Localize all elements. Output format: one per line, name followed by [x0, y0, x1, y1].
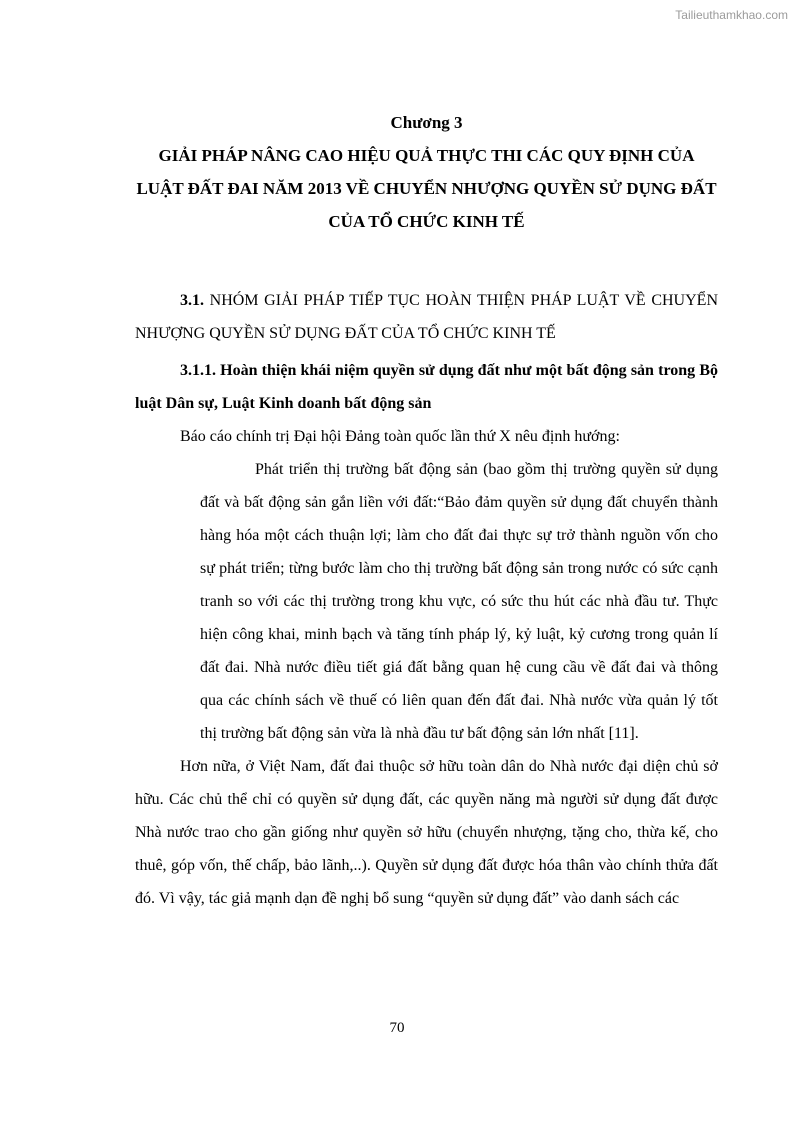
- watermark-site-label: Tailieuthamkhao.com: [675, 8, 788, 22]
- block-quote: Phát triển thị trường bất động sản (bao gồm thị trường quyền sử dụng đất và bất động sản gắn liền với đất:“Bảo đảm quyền sử dụng đất chuyển thành hàng hóa một cách thuận lợi; làm cho đất đai thực sự trở thành nguồn vốn cho sự phát triển; từng bước làm cho thị trường bất động sản trong nước có sức cạnh tranh so với các thị trường trong khu vực, có sức thu hút các nhà đầu tư. Thực hiện công khai, minh bạch và tăng tính pháp lý, kỷ luật, kỷ cương trong quản lí đất đai. Nhà nước điều tiết giá đất bằng quan hệ cung cầu về đất đai và thông qua các chính sách về thuế có liên quan đến đất đai. Nhà nước vừa quản lý tốt thị trường bất động sản vừa là nhà đầu tư bất động sản lớn nhất [11].: [200, 461, 718, 742]
- paragraph-intro: Báo cáo chính trị Đại hội Đảng toàn quốc lần thứ X nêu định hướng:: [180, 428, 620, 445]
- section-3-1-number: 3.1.: [180, 292, 204, 309]
- chapter-title: GIẢI PHÁP NÂNG CAO HIỆU QUẢ THỰC THI CÁC QUY ĐỊNH CỦA LUẬT ĐẤT ĐAI NĂM 2013 VỀ CHUYỂN NHƯỢNG QUYỀN SỬ DỤNG ĐẤT CỦA TỔ CHỨC KINH TẾ: [136, 146, 717, 231]
- page-content: [135, 106, 718, 915]
- section-3-1-title: NHÓM GIẢI PHÁP TIẾP TỤC HOÀN THIỆN PHÁP LUẬT VỀ CHUYỂN NHƯỢNG QUYỀN SỬ DỤNG ĐẤT CỦA TỔ CHỨC KINH TẾ: [135, 292, 718, 342]
- section-3-1-1-heading: 3.1.1. Hoàn thiện khái niệm quyền sử dụng đất như một bất động sản trong Bộ luật Dân sự, Luật Kinh doanh bất động sản: [135, 362, 718, 412]
- section-3-1-heading: [135, 284, 718, 350]
- paragraph-body: Hơn nữa, ở Việt Nam, đất đai thuộc sở hữu toàn dân do Nhà nước đại diện chủ sở hữu. Các chủ thể chỉ có quyền sử dụng đất, các quyền năng mà người sử dụng đất được Nhà nước trao cho gần giống như quyền sở hữu (chuyển nhượng, tặng cho, thừa kế, cho thuê, góp vốn, thế chấp, bảo lãnh,..). Quyền sử dụng đất được hóa thân vào chính thửa đất đó. Vì vậy, tác giả mạnh dạn đề nghị bổ sung “quyền sử dụng đất” vào danh sách các: [135, 758, 718, 907]
- chapter-label: Chương 3: [390, 113, 463, 132]
- page-number: 70: [389, 1020, 405, 1036]
- chapter-heading: [135, 106, 718, 238]
